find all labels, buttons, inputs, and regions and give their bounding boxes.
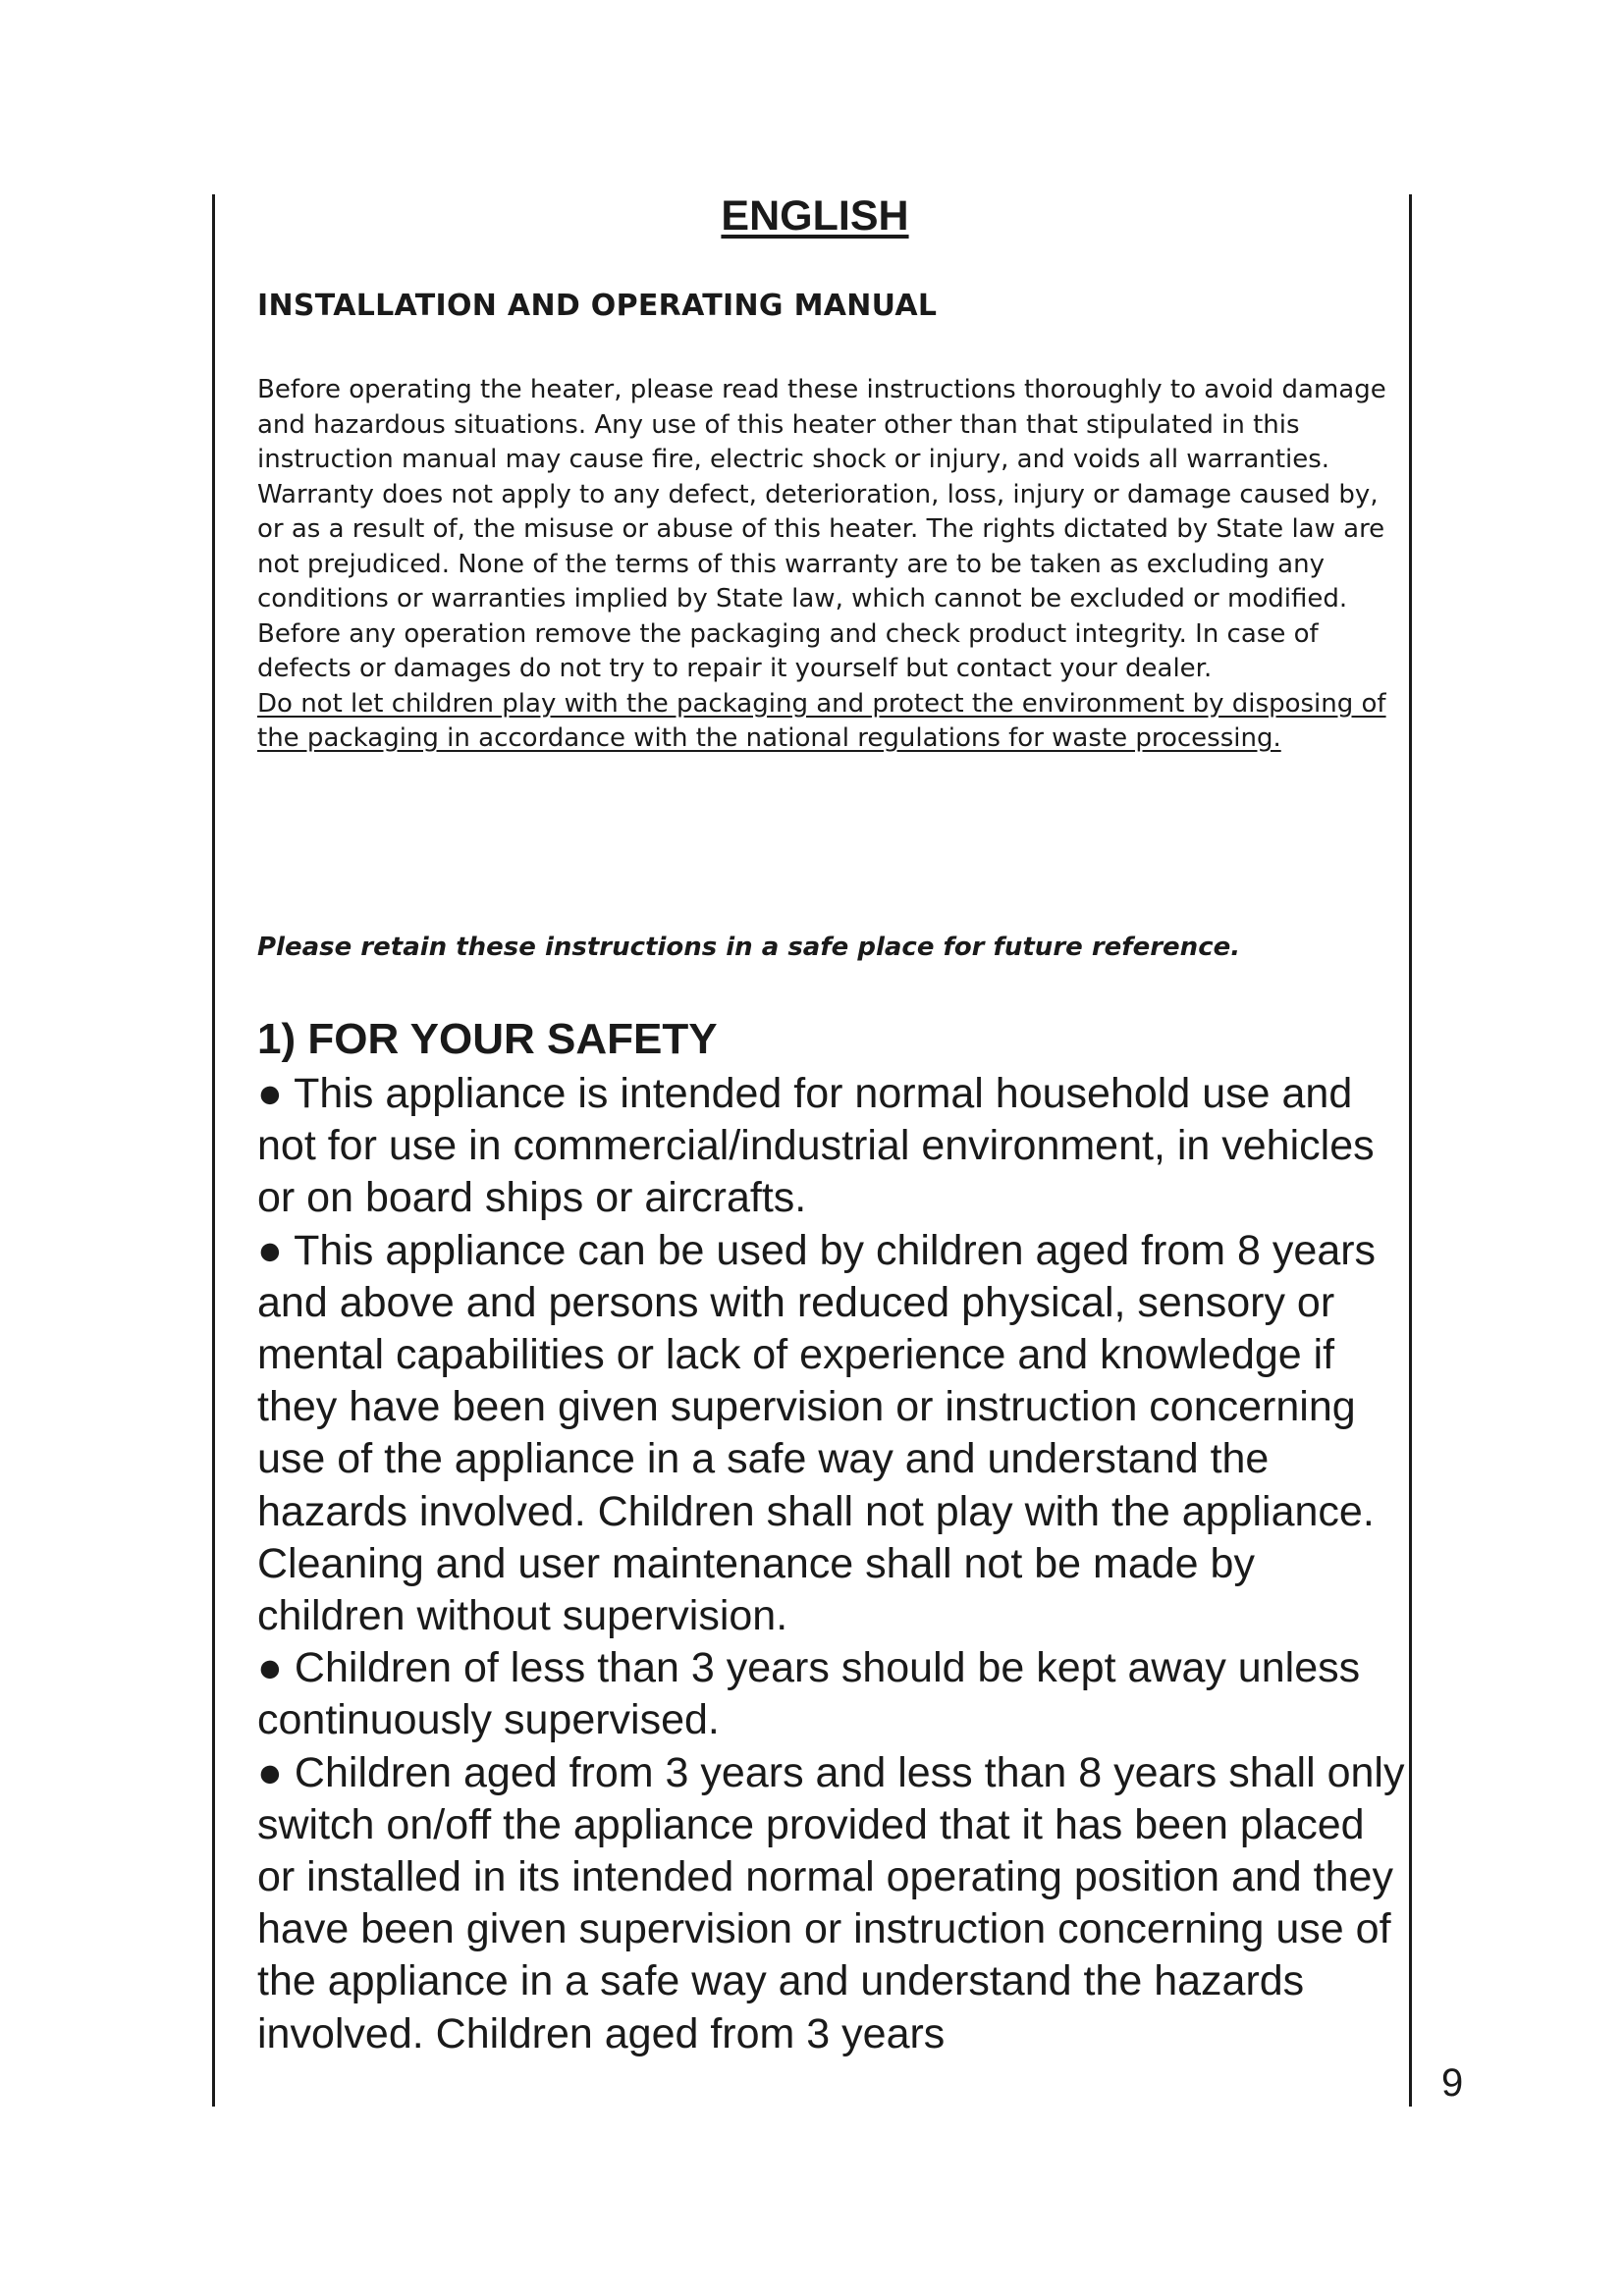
page-number: 9 — [1441, 2061, 1464, 2105]
language-heading: ENGLISH — [721, 192, 909, 240]
left-margin-rule — [212, 194, 215, 2107]
retain-note: Please retain these instructions in a safe place for future reference. — [257, 933, 1241, 962]
safety-item: ● This appliance can be used by children aged from 8 years and above and persons with reduced physical, sensory or mental capabilities or lack of experience and knowledge if they have been given supervision or instruction concerning use of the appliance in a safe way and understand the hazards involved. Children shall not play with the appliance. Cleaning and user maintenance shall not be made by children without supervision. — [257, 1226, 1377, 1640]
safety-list — [257, 1068, 1411, 2060]
safety-item: ● Children of less than 3 years should be kept away unless continuously supervised. — [257, 1644, 1361, 1744]
intro-text — [257, 373, 1401, 757]
intro-paragraph: Before operating the heater, please read these instructions thoroughly to avoid damage and hazardous situations. Any use of this heater other than that stipulated in this instruction manual may cause fire, electric shock or injury, and voids all warranties. — [257, 375, 1386, 474]
warranty-paragraph: Warranty does not apply to any defect, deterioration, loss, injury or damage caused by, or as a result of, the misuse or abuse of this heater. The rights dictated by State law are not prejudiced. None of the terms of this warranty are to be taken as excluding any conditions or warranties implied by State law, which cannot be excluded or modified. — [257, 479, 1385, 614]
packaging-paragraph: Before any operation remove the packaging and check product integrity. In case of defects or damages do not try to repair it yourself but contact your dealer. — [257, 618, 1319, 683]
environment-paragraph: Do not let children play with the packaging and protect the environment by disposing of the packaging in accordance with the national regulations for waste processing. — [257, 688, 1386, 753]
section-title-safety: 1) FOR YOUR SAFETY — [257, 1015, 718, 1063]
safety-item: ● Children aged from 3 years and less than 8 years shall only switch on/off the appliance provided that it has been placed or installed in its intended normal operating position and they have been given supervision or instruction concerning use of the appliance in a safe way and understand the hazards involved. Children aged from 3 years — [257, 1748, 1405, 2057]
manual-title: INSTALLATION AND OPERATING MANUAL — [257, 289, 938, 323]
safety-item: ● This appliance is intended for normal household use and not for use in commercial/industrial environment, in vehicles or on board ships or aircrafts. — [257, 1070, 1375, 1222]
